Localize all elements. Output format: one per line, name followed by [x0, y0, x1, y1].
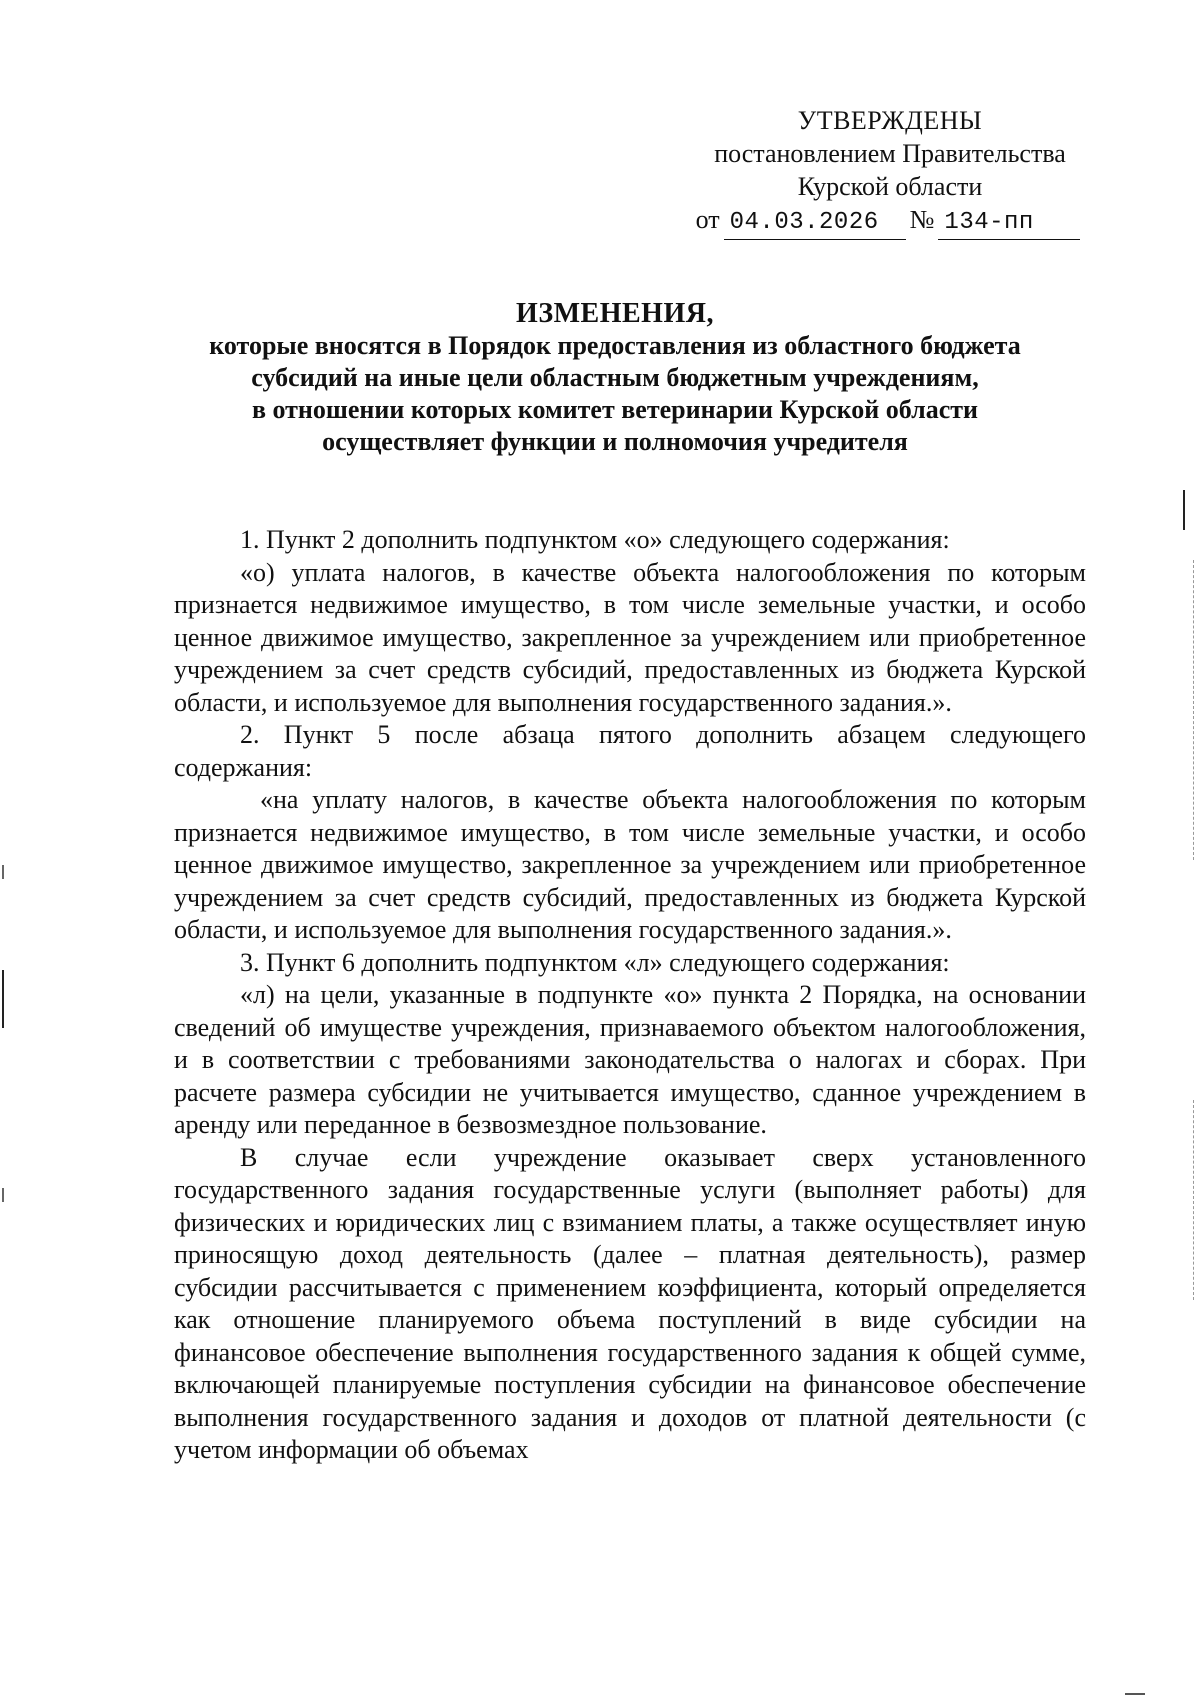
paragraph-6: «л) на цели, указанные в подпункте «о» пункта 2 Порядка, на основании сведений об имуществе учреждения, признаваемого объектом налогообложения, и в соответствии с требованиями законодательства о налогах и сборах. При расчете размера субсидии не учитывается имущество, сданное учреждением в аренду или переданное в безвозмездное пользование.: [174, 980, 1086, 1139]
paragraph-5: 3. Пункт 6 дополнить подпунктом «л» следующего содержания:: [240, 947, 950, 977]
title-subtitle-line: в отношении которых комитет ветеринарии Курской области: [251, 395, 979, 424]
scan-edge-mark: [1193, 1100, 1195, 1300]
scan-edge-mark: [2, 1188, 4, 1202]
decree-label: постановлением Правительства: [714, 139, 1066, 168]
scan-edge-mark: [1193, 560, 1195, 860]
region-label: Курской области: [797, 172, 983, 201]
number-sign: №: [909, 205, 935, 234]
approved-label: УТВЕРЖДЕНЫ: [797, 106, 983, 135]
scan-edge-mark: [1183, 490, 1185, 530]
title-heading: ИЗМЕНЕНИЯ,: [516, 298, 714, 329]
title-subtitle-line: субсидий на иные цели областным бюджетным учреждениям,: [251, 363, 979, 392]
document-body: [174, 524, 1086, 1467]
title-subtitle-line: осуществляет функции и полномочия учредителя: [322, 427, 908, 456]
title-subtitle-line: которые вносятся в Порядок предоставления из областного бюджета: [209, 331, 1021, 360]
approval-stamp: [690, 104, 1090, 240]
date-prefix: от: [695, 205, 720, 234]
paragraph-3: 2. Пункт 5 после абзаца пятого дополнить абзацем следующего содержания:: [174, 720, 1086, 782]
scan-edge-mark: [2, 970, 4, 1028]
paragraph-2: «о) уплата налогов, в качестве объекта налогообложения по которым признается недвижимое имущество, в том числе земельные участки, и особо ценное движимое имущество, закрепленное за учреждением или приобретенное учреждением за счет средств субсидий, предоставленных из бюджета Курской области, и используемое для выполнения государственного задания.».: [174, 557, 1086, 717]
scan-edge-mark: [1125, 1693, 1145, 1695]
scan-edge-mark: [2, 865, 4, 879]
decree-number: 134-пп: [938, 206, 1080, 240]
paragraph-7: В случае если учреждение оказывает сверх установленного государственного задания государственные услуги (выполняет работы) для физических и юридических лиц с взиманием платы, а также осуществляет иную приносящую доход деятельность (далее – платная деятельность), размер субсидии рассчитывается с применением коэффициента, который определяется как отношение планируемого объема поступлений в виде субсидии на финансовое обеспечение выполнения государственного задания к общей сумме, включающей планируемые поступления субсидии на финансовое обеспечение выполнения государственного задания и доходов от платной деятельности (с учетом информации об объемах: [174, 1142, 1086, 1464]
document-title: [150, 298, 1080, 458]
paragraph-1: 1. Пункт 2 дополнить подпунктом «о» следующего содержания:: [240, 525, 950, 554]
decree-date: 04.03.2026: [724, 206, 906, 240]
decree-date-line: [690, 203, 1090, 240]
paragraph-4: «на уплату налогов, в качестве объекта налогообложения по которым признается недвижимое имущество, в том числе земельные участки, и особо ценное движимое имущество, закрепленное за учреждением или приобретенное учреждением за счет средств субсидий, предоставленных из бюджета Курской области, и используемое для выполнения государственного задания.».: [174, 785, 1086, 944]
